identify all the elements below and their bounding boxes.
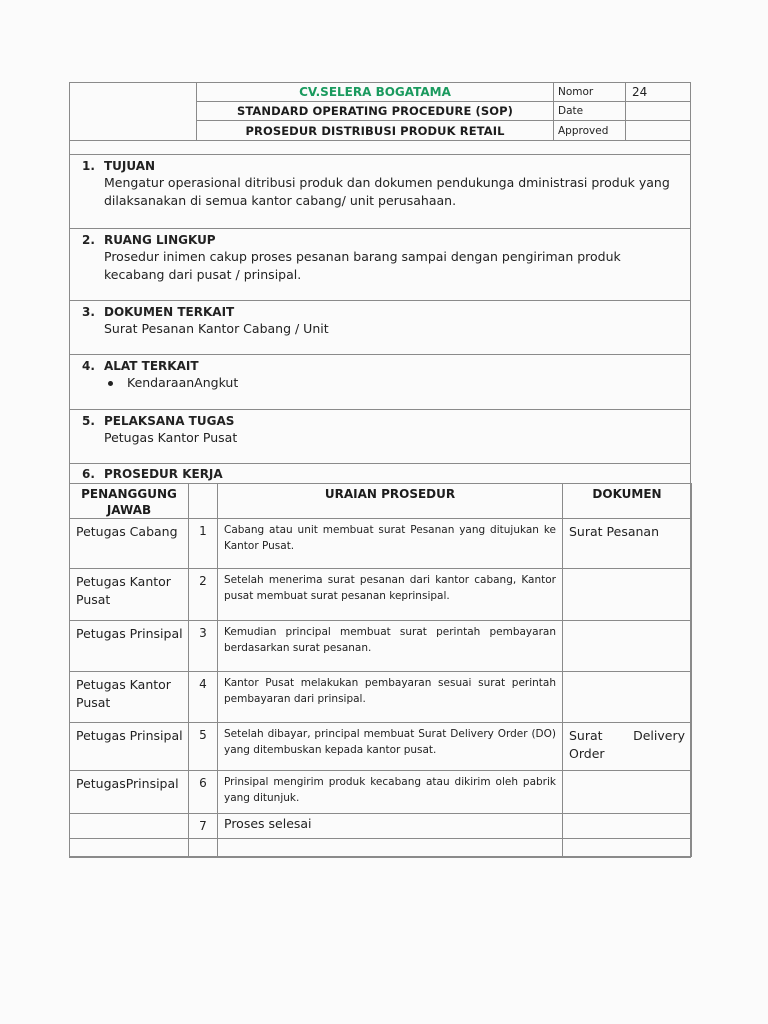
document-cell	[563, 839, 692, 857]
step-number: 3	[189, 621, 218, 672]
step-description: Cabang atau unit membuat surat Pesanan yang ditujukan ke Kantor Pusat.	[218, 519, 563, 569]
section-heading	[82, 232, 691, 248]
section-number: 3.	[82, 305, 95, 319]
section-prosedur-kerja	[69, 464, 691, 483]
section-body: Prosedur inimen cakup proses pesanan barang sampai dengan pengiriman produk kecabang dari pusat / prinsipal.	[104, 249, 621, 282]
document-title: STANDARD OPERATING PROCEDURE (SOP)	[197, 102, 554, 121]
list-item	[104, 374, 681, 392]
step-number: 4	[189, 672, 218, 723]
document-cell	[563, 814, 692, 839]
section-heading	[82, 413, 691, 429]
document-cell	[563, 621, 692, 672]
section-title: TUJUAN	[104, 159, 156, 173]
column-header-description: URAIAN PROSEDUR	[218, 484, 563, 519]
section-number: 1.	[82, 159, 95, 173]
step-number: 7	[189, 814, 218, 839]
document-subtitle: PROSEDUR DISTRIBUSI PRODUK RETAIL	[197, 121, 554, 141]
tool-list	[104, 374, 681, 392]
bullet-icon	[108, 381, 113, 386]
column-header-document: DOKUMEN	[563, 484, 692, 519]
step-description: Setelah menerima surat pesanan dari kantor cabang, Kantor pusat membuat surat pesanan keprinsipal.	[218, 569, 563, 621]
section-body	[82, 374, 691, 392]
step-description: Setelah dibayar, principal membuat Surat Delivery Order (DO) yang ditembuskan kepada kantor pusat.	[218, 723, 563, 771]
section-alat-terkait	[69, 355, 691, 410]
step-number: 2	[189, 569, 218, 621]
step-number	[189, 839, 218, 857]
procedure-table	[69, 483, 692, 857]
table-row	[70, 569, 692, 621]
section-ruang-lingkup	[69, 229, 691, 301]
table-row	[70, 839, 692, 857]
table-row	[70, 723, 692, 771]
tool-item: KendaraanAngkut	[127, 375, 239, 390]
section-heading	[82, 466, 691, 482]
section-body: Mengatur operasional ditribusi produk dan dokumen pendukunga dministrasi produk yang dilaksanakan di semua kantor cabang/ unit perusahaan.	[104, 175, 670, 208]
responsible-cell	[70, 839, 189, 857]
step-description: Kemudian principal membuat surat perintah pembayaran berdasarkan surat pesanan.	[218, 621, 563, 672]
company-name: CV.SELERA BOGATAMA	[197, 82, 554, 102]
table-header-row	[70, 484, 692, 519]
responsible-cell: Petugas Prinsipal	[70, 723, 189, 771]
nomor-value: 24	[626, 82, 691, 102]
step-description: Kantor Pusat melakukan pembayaran sesuai surat perintah pembayaran dari prinsipal.	[218, 672, 563, 723]
section-tujuan	[69, 155, 691, 229]
responsible-cell: Petugas Kantor Pusat	[70, 672, 189, 723]
document-cell: Surat Delivery Order	[563, 723, 692, 771]
step-number: 6	[189, 771, 218, 814]
nomor-label: Nomor	[554, 82, 626, 102]
section-body: Surat Pesanan Kantor Cabang / Unit	[104, 321, 329, 336]
approved-value	[626, 121, 691, 141]
section-heading	[82, 158, 691, 174]
responsible-cell: PetugasPrinsipal	[70, 771, 189, 814]
section-number: 4.	[82, 359, 95, 373]
header-spacer	[69, 141, 691, 155]
section-title: RUANG LINGKUP	[104, 233, 216, 247]
table-row	[70, 771, 692, 814]
date-label: Date	[554, 102, 626, 121]
responsible-cell: Petugas Prinsipal	[70, 621, 189, 672]
step-description: Proses selesai	[218, 814, 563, 839]
section-body: Petugas Kantor Pusat	[104, 430, 238, 445]
logo-area	[69, 82, 197, 141]
table-row	[70, 621, 692, 672]
approved-label: Approved	[554, 121, 626, 141]
responsible-cell	[70, 814, 189, 839]
responsible-cell: Petugas Cabang	[70, 519, 189, 569]
section-heading	[82, 358, 691, 374]
section-dokumen-terkait	[69, 301, 691, 355]
responsible-cell: Petugas Kantor Pusat	[70, 569, 189, 621]
section-title: PROSEDUR KERJA	[104, 467, 223, 481]
step-description: Prinsipal mengirim produk kecabang atau dikirim oleh pabrik yang ditunjuk.	[218, 771, 563, 814]
sop-header	[69, 82, 691, 141]
section-number: 6.	[82, 467, 95, 481]
section-title: DOKUMEN TERKAIT	[104, 305, 235, 319]
table-row	[70, 519, 692, 569]
section-number: 2.	[82, 233, 95, 247]
step-number: 1	[189, 519, 218, 569]
document-cell	[563, 569, 692, 621]
date-value	[626, 102, 691, 121]
section-title: ALAT TERKAIT	[104, 359, 199, 373]
section-pelaksana-tugas	[69, 410, 691, 464]
column-header-responsible: PENANGGUNG JAWAB	[70, 484, 189, 519]
step-description	[218, 839, 563, 857]
section-number: 5.	[82, 414, 95, 428]
section-heading	[82, 304, 691, 320]
section-title: PELAKSANA TUGAS	[104, 414, 235, 428]
document-cell	[563, 771, 692, 814]
table-row	[70, 672, 692, 723]
table-row	[70, 814, 692, 839]
step-number: 5	[189, 723, 218, 771]
document-cell	[563, 672, 692, 723]
column-header-number	[189, 484, 218, 519]
document-cell: Surat Pesanan	[563, 519, 692, 569]
